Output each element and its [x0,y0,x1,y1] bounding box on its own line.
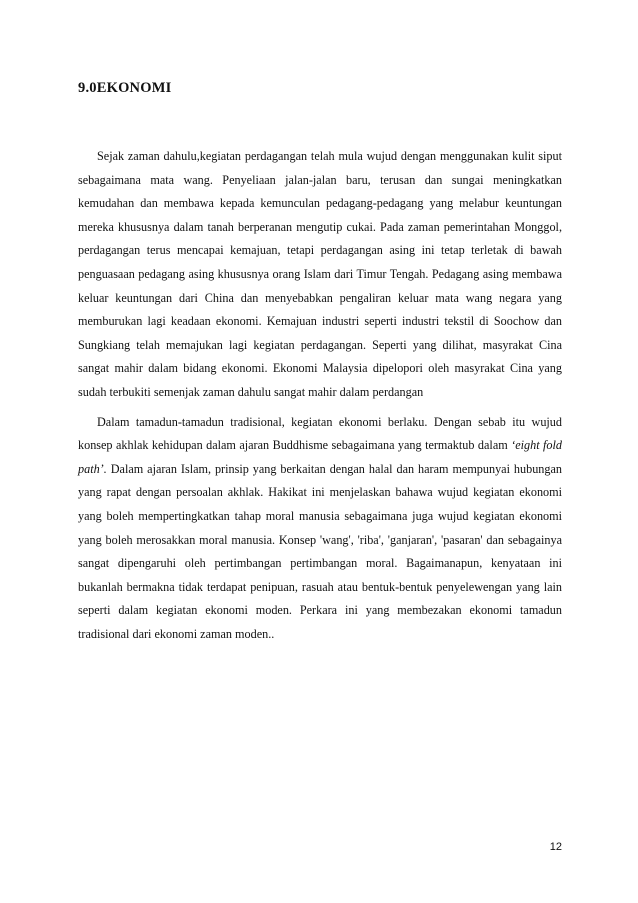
body-text [78,145,562,646]
paragraph-1: Sejak zaman dahulu,kegiatan perdagangan telah mula wujud dengan menggunakan kulit siput sebagaimana mata wang. Penyeliaan jalan-jalan baru, terusan dan sungai meningkatkan kemudahan dan membawa kepada kemunculan pedagang-pedagang yang melabur keuntungan mereka khususnya dalam tanah berperanan mengutip cukai. Pada zaman pemerintahan Monggol, perdagangan terus mencapai kemajuan, tetapi perdagangan asing ini tetap terletak di bawah penguasaan pedagang asing khususnya orang Islam dari Timur Tengah. Pedagang asing membawa keluar keuntungan dari China dan menyebabkan pengaliran keluar mata wang negara yang memburukan lagi keadaan ekonomi. Kemajuan industri seperti industri tekstil di Soochow dan Sungkiang telah memajukan lagi kegiatan perdagangan. Seperti yang dilihat, masyrakat Cina sangat mahir dalam bidang ekonomi. Ekonomi Malaysia dipelopori oleh masyrakat Cina yang sudah terbukiti semenjak zaman dahulu sangat mahir dalam perdangan [78,149,562,399]
section-heading: 9.0EKONOMI [78,80,172,96]
paragraph-2 [78,411,562,647]
paragraph-2-text-b: Dalam ajaran Islam, prinsip yang berkaitan dengan halal dan haram mempunyai hubungan yang rapat dengan persoalan akhlak. Hakikat ini menjelaskan bahawa wujud kegiatan ekonomi yang boleh mempertingkatkan tahap moral manusia sebagaimana juga wujud kegiatan ekonomi yang boleh merosakkan moral manusia. Konsep 'wang', 'riba', 'ganjaran', 'pasaran' dan sebagainya sangat dipengaruhi oleh pertimbangan pertimbangan moral. Bagaimanapun, kenyataan ini bukanlah bermakna tidak terdapat penipuan, rasuah atau bentuk-bentuk penyelewengan yang lain seperti dalam kegiatan ekonomi moden. Perkara ini yang membezakan ekonomi tamadun tradisional dari ekonomi zaman moden.. [78,461,562,641]
paragraph-2-text-a: Dalam tamadun-tamadun tradisional, kegiatan ekonomi berlaku. Dengan sebab itu wujud konsep akhlak kehidupan dalam ajaran Buddhisme sebagaimana yang termaktub dalam [78,414,562,453]
paragraph-2-italic: ‘eight fold path’. [78,438,562,476]
page-number: 12 [549,841,562,853]
